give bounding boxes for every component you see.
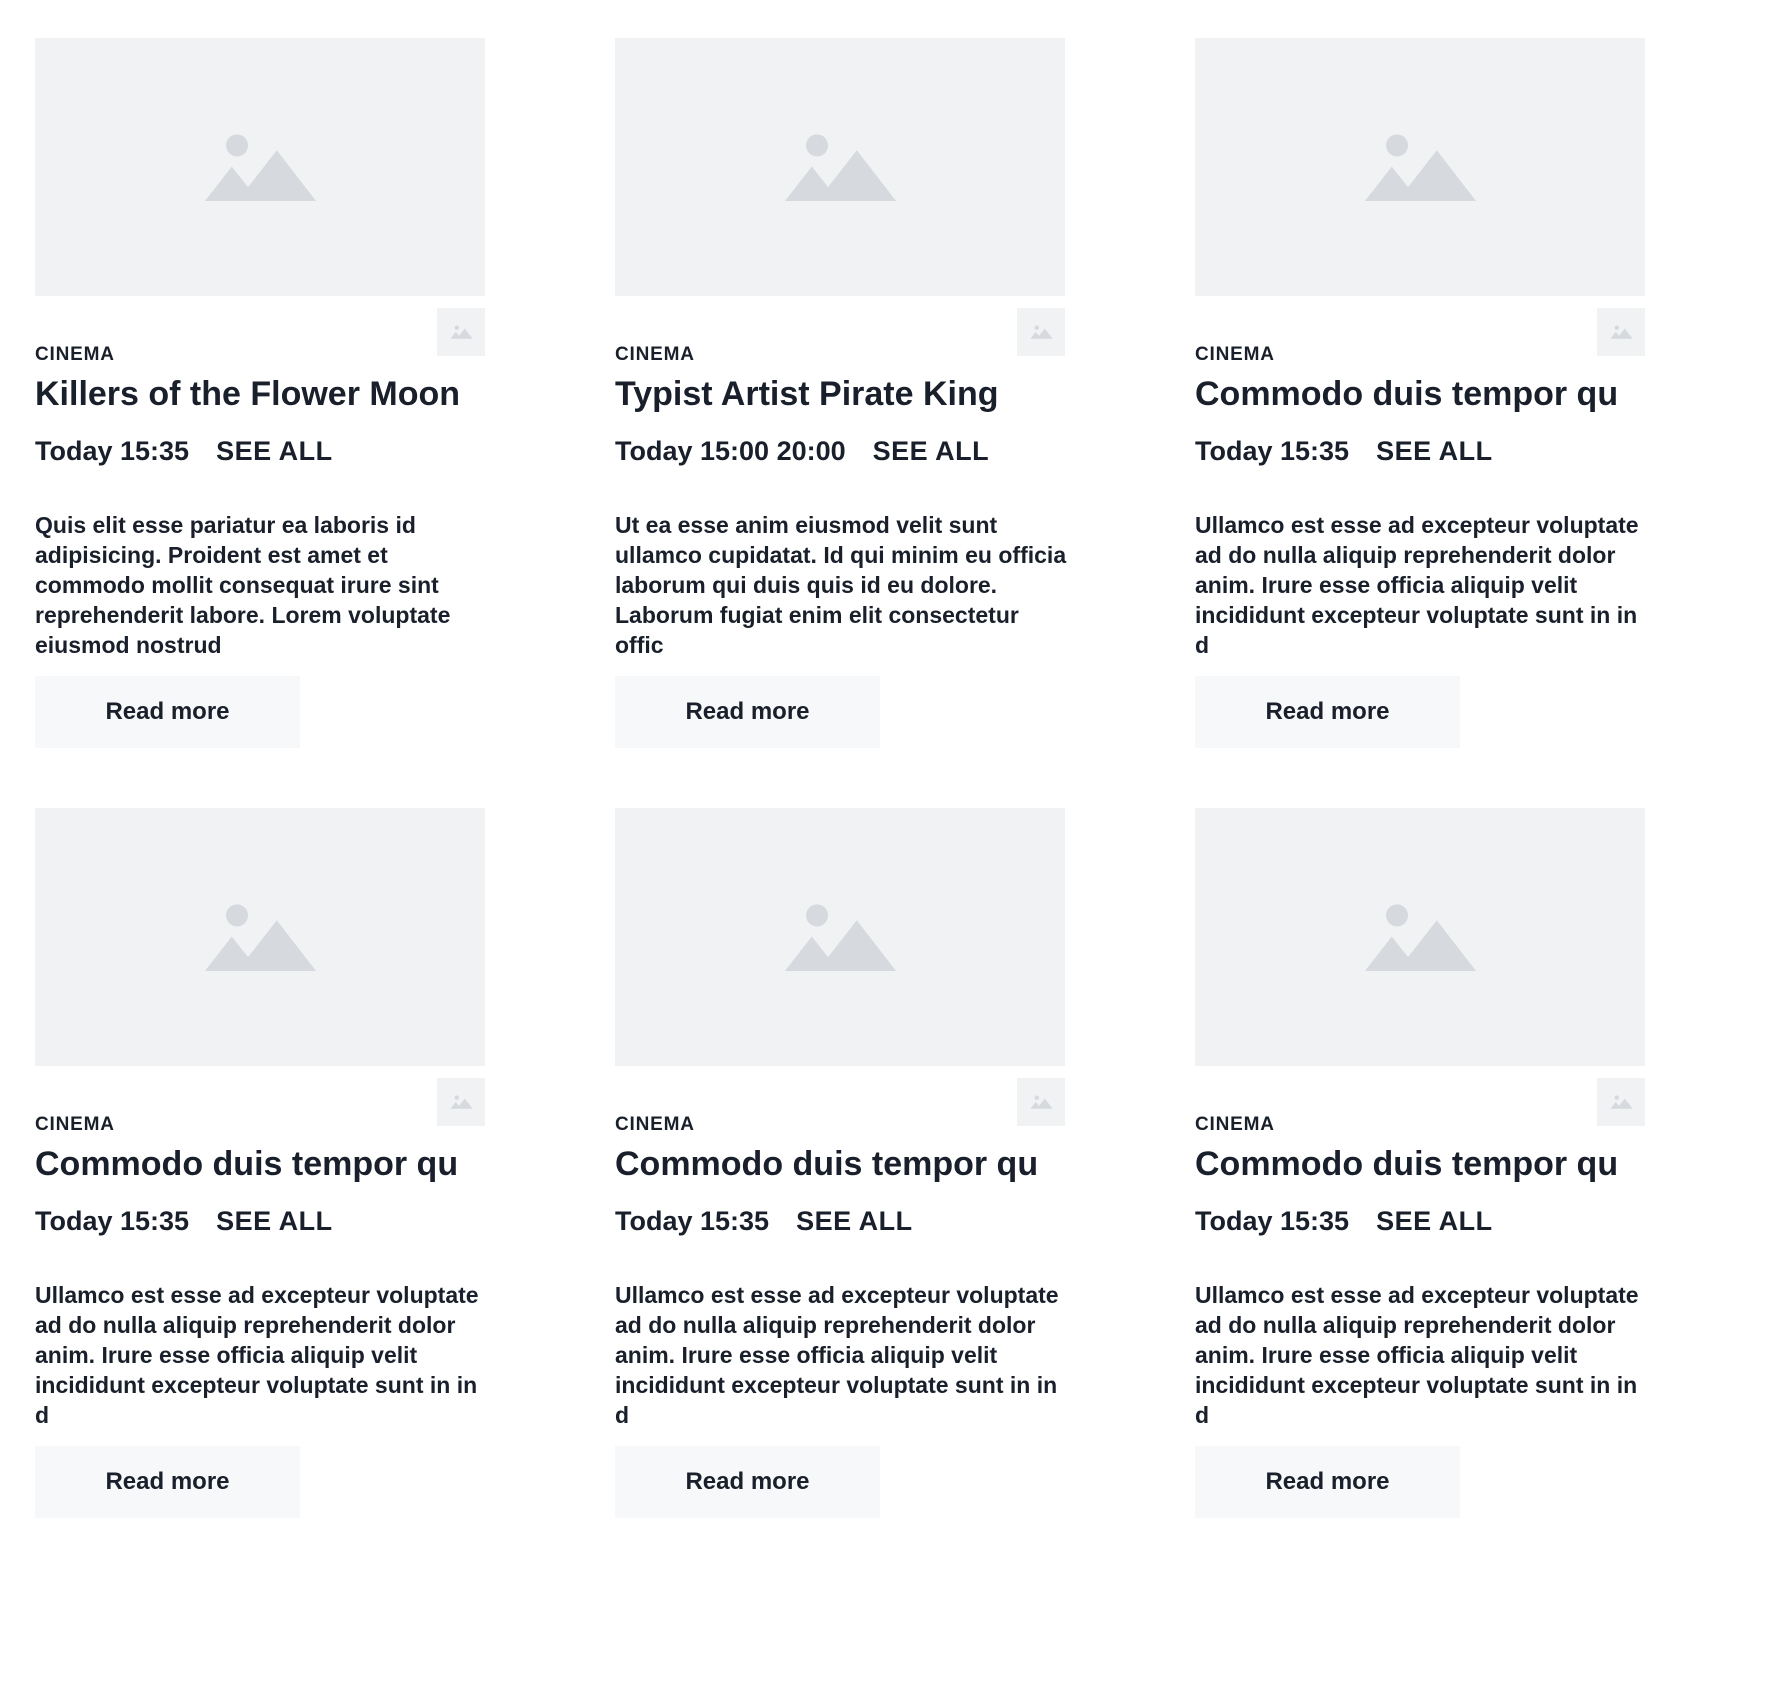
showtimes-row bbox=[35, 436, 333, 467]
event-description: Ullamco est esse ad excepteur voluptate ad do nulla aliquip reprehenderit dolor anim. Irure esse officia aliquip velit incididunt excepteur voluptate sunt in in d bbox=[615, 1282, 1059, 1428]
category-label: CINEMA bbox=[1195, 1114, 1275, 1135]
image-count-badge bbox=[1597, 1078, 1645, 1126]
image-icon bbox=[1030, 1095, 1053, 1109]
category-label: CINEMA bbox=[35, 344, 115, 365]
event-image-placeholder[interactable] bbox=[1195, 38, 1645, 296]
see-all-link[interactable]: SEE ALL bbox=[1376, 436, 1493, 466]
event-title[interactable]: Commodo duis tempor qu bbox=[1195, 1145, 1619, 1183]
read-more-button[interactable]: Read more bbox=[35, 676, 300, 748]
event-title[interactable]: Commodo duis tempor qu bbox=[35, 1145, 459, 1183]
event-card bbox=[615, 38, 1070, 748]
event-card bbox=[1195, 808, 1650, 1518]
image-icon bbox=[1610, 325, 1633, 339]
read-more-button[interactable]: Read more bbox=[615, 676, 880, 748]
event-description: Ullamco est esse ad excepteur voluptate ad do nulla aliquip reprehenderit dolor anim. Irure esse officia aliquip velit incididunt excepteur voluptate sunt in in d bbox=[1195, 1282, 1639, 1428]
showtime-text: Today 15:00 20:00 bbox=[615, 436, 846, 466]
event-image-placeholder[interactable] bbox=[35, 38, 485, 296]
image-placeholder-icon bbox=[1363, 133, 1478, 201]
see-all-link[interactable]: SEE ALL bbox=[216, 436, 333, 466]
image-count-badge bbox=[437, 1078, 485, 1126]
see-all-link[interactable]: SEE ALL bbox=[796, 1206, 913, 1236]
category-label: CINEMA bbox=[1195, 344, 1275, 365]
image-count-badge bbox=[1597, 308, 1645, 356]
event-title[interactable]: Typist Artist Pirate King bbox=[615, 375, 999, 413]
event-title[interactable]: Killers of the Flower Moon bbox=[35, 375, 461, 413]
showtimes-row bbox=[1195, 1206, 1493, 1237]
image-count-badge bbox=[437, 308, 485, 356]
image-icon bbox=[1610, 1095, 1633, 1109]
read-more-button[interactable]: Read more bbox=[615, 1446, 880, 1518]
image-count-badge bbox=[1017, 308, 1065, 356]
showtime-text: Today 15:35 bbox=[615, 1206, 770, 1236]
image-count-badge bbox=[1017, 1078, 1065, 1126]
event-image-placeholder[interactable] bbox=[1195, 808, 1645, 1066]
event-card bbox=[1195, 38, 1650, 748]
showtime-text: Today 15:35 bbox=[35, 1206, 190, 1236]
event-title[interactable]: Commodo duis tempor qu bbox=[1195, 375, 1619, 413]
category-label: CINEMA bbox=[615, 344, 695, 365]
event-description: Ullamco est esse ad excepteur voluptate ad do nulla aliquip reprehenderit dolor anim. Irure esse officia aliquip velit incididunt excepteur voluptate sunt in in d bbox=[1195, 512, 1639, 658]
see-all-link[interactable]: SEE ALL bbox=[216, 1206, 333, 1236]
read-more-button[interactable]: Read more bbox=[1195, 676, 1460, 748]
category-label: CINEMA bbox=[35, 1114, 115, 1135]
event-image-placeholder[interactable] bbox=[615, 808, 1065, 1066]
event-image-placeholder[interactable] bbox=[615, 38, 1065, 296]
event-title[interactable]: Commodo duis tempor qu bbox=[615, 1145, 1039, 1183]
event-image-placeholder[interactable] bbox=[35, 808, 485, 1066]
see-all-link[interactable]: SEE ALL bbox=[872, 436, 990, 466]
showtime-text: Today 15:35 bbox=[35, 436, 190, 466]
event-description: Ullamco est esse ad excepteur voluptate ad do nulla aliquip reprehenderit dolor anim. Irure esse officia aliquip velit incididunt excepteur voluptate sunt in in d bbox=[35, 1282, 479, 1428]
showtimes-row bbox=[615, 1206, 913, 1237]
showtimes-row bbox=[615, 436, 989, 467]
image-placeholder-icon bbox=[203, 903, 318, 971]
event-card bbox=[35, 808, 490, 1518]
event-card bbox=[35, 38, 490, 748]
events-grid bbox=[35, 38, 1650, 1518]
showtime-text: Today 15:35 bbox=[1195, 436, 1350, 466]
event-card bbox=[615, 808, 1070, 1518]
category-label: CINEMA bbox=[615, 1114, 695, 1135]
showtime-text: Today 15:35 bbox=[1195, 1206, 1350, 1236]
showtimes-row bbox=[1195, 436, 1493, 467]
image-placeholder-icon bbox=[1363, 903, 1478, 971]
image-icon bbox=[450, 1095, 473, 1109]
image-placeholder-icon bbox=[783, 903, 898, 971]
image-icon bbox=[1030, 325, 1053, 339]
read-more-button[interactable]: Read more bbox=[35, 1446, 300, 1518]
read-more-button[interactable]: Read more bbox=[1195, 1446, 1460, 1518]
event-description: Quis elit esse pariatur ea laboris id adipisicing. Proident est amet et commodo mollit consequat irure sint reprehenderit labore. Lorem voluptate eiusmod nostrud bbox=[35, 512, 451, 658]
showtimes-row bbox=[35, 1206, 333, 1237]
image-icon bbox=[450, 325, 473, 339]
event-description: Ut ea esse anim eiusmod velit sunt ullamco cupidatat. Id qui minim eu officia laborum qui duis quis id eu dolore. Laborum fugiat enim elit consectetur offic bbox=[615, 512, 1067, 658]
image-placeholder-icon bbox=[783, 133, 898, 201]
image-placeholder-icon bbox=[203, 133, 318, 201]
see-all-link[interactable]: SEE ALL bbox=[1376, 1206, 1493, 1236]
